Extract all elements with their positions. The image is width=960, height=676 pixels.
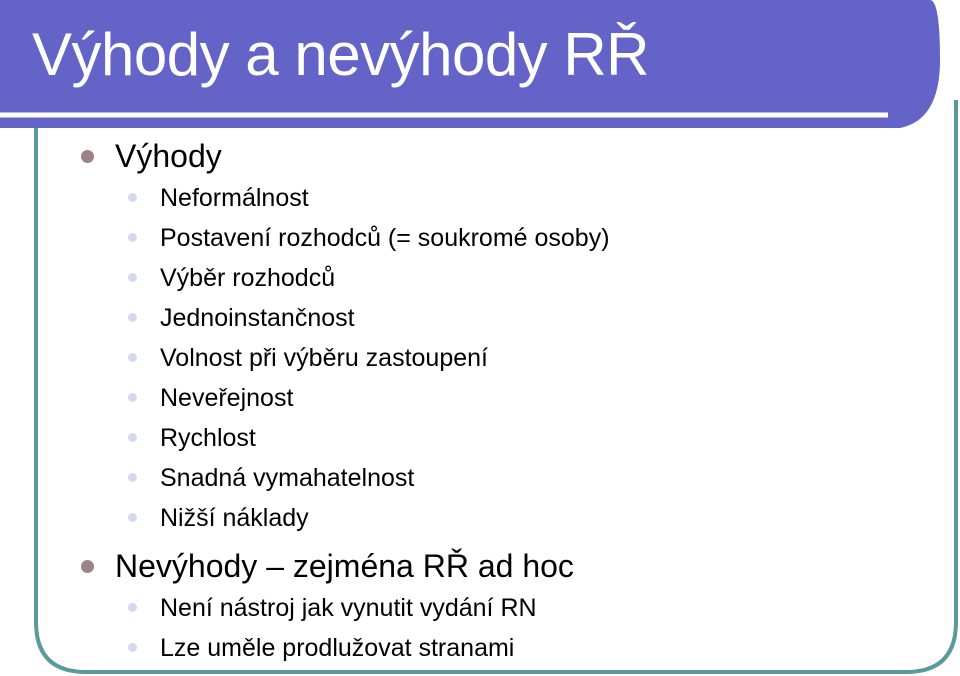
list-item: Postavení rozhodců (= soukromé osoby) xyxy=(160,224,610,252)
bullet-level2 xyxy=(128,433,137,442)
bullet-level2 xyxy=(128,603,137,612)
bullet-level2 xyxy=(128,513,137,522)
list-item: Nižší náklady xyxy=(160,504,309,532)
bullet-level2 xyxy=(128,353,137,362)
bullet-level2 xyxy=(128,393,137,402)
section-heading-vyhody: Výhody xyxy=(115,138,222,174)
section-heading-nevyhody: Nevýhody – zejména RŘ ad hoc xyxy=(115,548,574,584)
list-item: Volnost při výběru zastoupení xyxy=(160,344,488,372)
list-item: Snadná vymahatelnost xyxy=(160,464,415,492)
bullet-level2 xyxy=(128,233,137,242)
list-item: Není nástroj jak vynutit vydání RN xyxy=(160,594,537,622)
list-item: Lze uměle prodlužovat stranami xyxy=(160,634,515,662)
bullet-level1 xyxy=(81,150,94,163)
list-item: Výběr rozhodců xyxy=(160,264,336,292)
bullet-level2 xyxy=(128,643,137,652)
bullet-level2 xyxy=(128,273,137,282)
bullet-level1 xyxy=(81,560,94,573)
slide-title: Výhody a nevýhody RŘ xyxy=(32,21,650,88)
bullet-level2 xyxy=(128,193,137,202)
list-item: Neformálnost xyxy=(160,184,309,212)
bullet-level2 xyxy=(128,473,137,482)
bullet-level2 xyxy=(128,313,137,322)
list-item: Jednoinstančnost xyxy=(160,304,355,332)
list-item: Neveřejnost xyxy=(160,384,294,412)
list-item: Rychlost xyxy=(160,424,256,452)
